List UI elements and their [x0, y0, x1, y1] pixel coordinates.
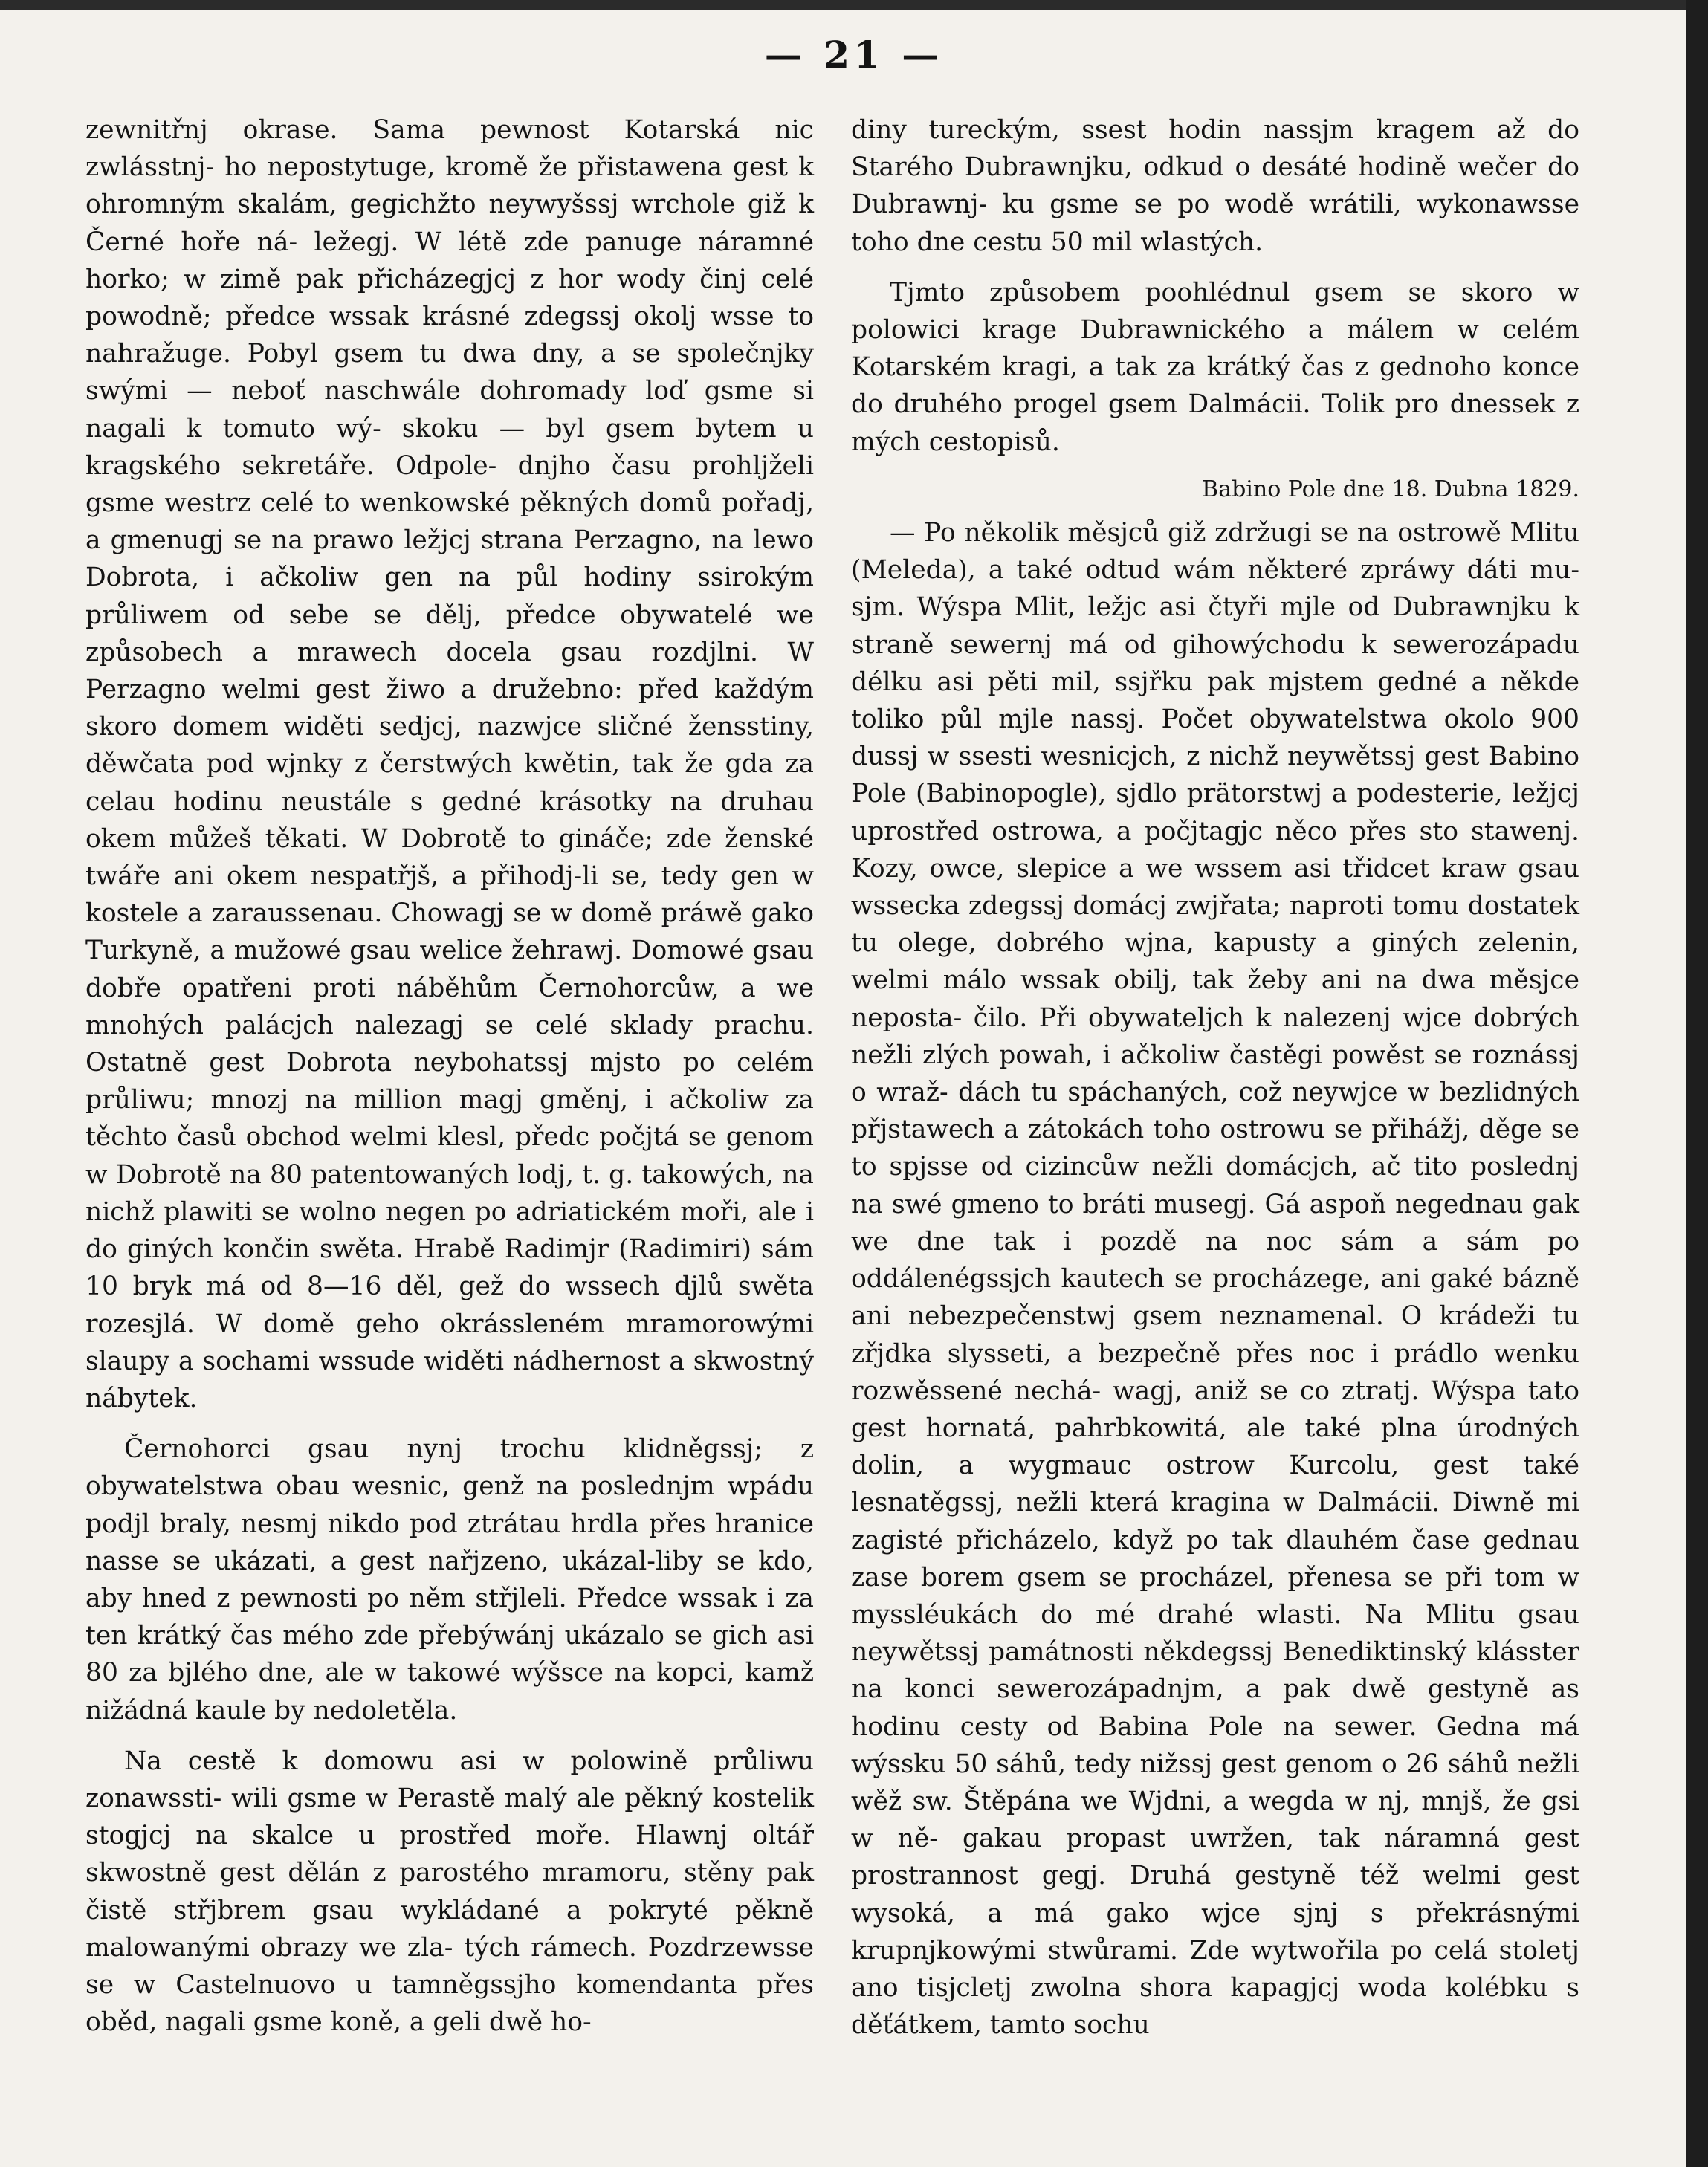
dateline: Babino Pole dne 18. Dubna 1829. [1202, 476, 1579, 502]
page-number: — 21 — [764, 33, 944, 77]
right-paragraph-1: diny tureckým, ssest hodin nassjm kragem až do Starého Dubrawnjku, odkud o desáté hodině wečer do Dubrawnj- ku gsme se po wodě wrátili, wykonawsse toho dne cestu 50 mil wlastých. [851, 115, 1579, 257]
right-column [851, 111, 1579, 2044]
left-paragraph-1: zewnitřnj okrase. Sama pewnost Kotarská nic zwlásstnj- ho nepostytuge, kromě že přistawena gest k ohromným skalám, gegichžto neywyšssj wrchole giž k Černé hoře ná- ležegj. W létě zde panuge náramné horko; w zimě pak přicházegjcj z hor wody činj celé powodně; předce wssak krásné zdegssj okolj wsse to nahražuge. Pobyl gsem tu dwa dny, a se společnjky swými — neboť naschwále dohromady loď gsme si nagali k tomuto wý- skoku — byl gsem bytem u kragského sekretáře. Odpole- dnjho času prohljželi gsme westrz celé to wenkowské pěkných domů pořadj, a gmenugj se na prawo ležjcj strana Perzagno, na lewo Dobrota, i ačkoliw gen na půl hodiny ssirokým průliwem od sebe se dělj, předce obywatelé we způsobech a mrawech docela gsau rozdjlni. W Perzagno welmi gest žiwo a družebno: před každým skoro domem widěti sedjcj, nazwjce sličné žensstiny, děwčata pod wjnky z čerstwých kwětin, tak že gda za celau hodinu neustále s gedné krásotky na druhau okem můžeš těkati. W Dobrotě to gináče; zde ženské twáře ani okem nespatřjš, a přihodj-li se, tedy gen w kostele a zaraussenau. Chowagj se w domě práwě gako Turkyně, a mužowé gsau welice žehrawj. Domowé gsau dobře opatřeni proti náběhům Černohorcůw, a we mnohých palácjch nalezagj se celé sklady prachu. Ostatně gest Dobrota neybohatssj mjsto po celém průliwu; mnozj na million magj gměnj, i ačkoliw za těchto časů obchod welmi klesl, předc počjtá se genom w Dobrotě na 80 patentowaných lodj, t. g. takowých, na nichž plawiti se wolno negen po adriatickém moři, ale i do giných končin swěta. Hrabě Radimjr (Radimiri) sám 10 bryk má od 8—16 děl, gež do wssech djlů swěta rozesjlá. W domě geho okrássleném mramorowými slaupy a sochami wssude widěti nádhernost a skwostný nábytek. [85, 115, 814, 1413]
scan-border-right [1686, 0, 1708, 2167]
right-paragraph-3: — Po několik měsjců giž zdržugi se na ostrowě Mlitu (Meleda), a také odtud wám některé zpráwy dáti mu- sjm. Wýspa Mlit, ležjc asi čtyři mjle od Dubrawnjku k straně sewernj má od gihowýchodu k sewerozápadu délku asi pěti mil, ssjřku pak mjstem gedné a někde toliko půl mjle nassj. Počet obywatelstwa okolo 900 dussj w ssesti wesnicjch, z nichž neywětssj gest Babino Pole (Babinopogle), sjdlo prätorstwj a podesterie, ležjcj uprostřed ostrowa, a počjtagjc něco přes sto stawenj. Kozy, owce, slepice a we wssem asi třidcet kraw gsau wssecka zdegssj domácj zwjřata; naproti tomu dostatek tu olege, dobrého wjna, kapusty a giných zelenin, welmi málo wssak obilj, tak žeby ani na dwa měsjce neposta- čilo. Při obywateljch k nalezenj wjce dobrých nežli zlých powah, i ačkoliw častěgi powěst se roznássj o wraž- dách tu spáchaných, což neywjce w bezlidných přjstawech a zátokách toho ostrowu se přihážj, děge se to spjsse od cizincůw nežli domácjch, ač tito poslednj na swé gmeno to bráti musegj. Gá aspoň negednau gak we dne tak i pozdě na noc sám a sám po oddálenégssjch kautech se procházege, ani gaké bázně ani nebezpečenstwj gsem neznamenal. O krádeži tu zřjdka slysseti, a bezpečně přes noc i prádlo wenku rozwěssené nechá- wagj, aniž se co ztratj. Wýspa tato gest hornatá, pahrbkowitá, ale také plna úrodných dolin, a wygmauc ostrow Kurcolu, gest také lesnatěgssj, nežli která kragina w Dalmácii. Diwně mi zagisté přicházelo, když po tak dlauhém čase gednau zase borem gsem se procházel, přenesa se při tom w myssléukách do mé drahé wlasti. Na Mlitu gsau neywětssj památnosti někdegssj Benediktinský klásster na konci sewerozápadnjm, a pak dwě gestyně as hodinu cesty od Babina Pole na sewer. Gedna má wýssku 50 sáhů, tedy nižssj gest genom o 26 sáhů nežli wěž sw. Štěpána we Wjdni, a wegda w nj, mnjš, že gsi w ně- gakau propast uwržen, tak náramná gest prostrannost gegj. Druhá gestyně též welmi gest wysoká, a má gako wjce sjnj s překrásnými krupnjkowými stwůrami. Zde wytwořila po celá stoletj ano tisjcletj zwolna shora kapagjcj woda kolébku s děťátkem, tamto sochu [851, 518, 1579, 2041]
left-column [85, 111, 814, 2041]
right-paragraph-2: Tjmto způsobem poohlédnul gsem se skoro w polowici krage Dubrawnického a málem w celém Kotarském kragi, a tak za krátký čas z gednoho konce do druhého progel gsem Dalmácii. Tolik pro dnessek z mých cestopisů. [851, 277, 1579, 457]
left-paragraph-2: Černohorci gsau nynj trochu klidněgssj; z obywatelstwa obau wesnic, genž na poslednjm wpádu podjl braly, nesmj nikdo pod ztrátau hrdla přes hranice nasse se ukázati, a gest nařjzeno, ukázal-liby se kdo, aby hned z pewnosti po něm střjleli. Předce wssak i za ten krátký čas mého zde přebýwánj ukázalo se gich asi 80 za bjlého dne, ale w takowé wýšsce na kopci, kamž nižádná kaule by nedoletěla. [85, 1434, 814, 1726]
scan-border-top [0, 0, 1708, 10]
left-paragraph-3: Na cestě k domowu asi w polowině průliwu zonawssti- wili gsme w Perastě malý ale pěkný kostelik stogjcj na skalce u prostřed moře. Hlawnj oltář skwostně gest dělán z parostého mramoru, stěny pak čistě střjbrem gsau wykládané a pokryté pěkně malowanými obrazy we zla- tých rámech. Pozdrzewsse se w Castelnuovo u tamněgssjho komendanta přes oběd, nagali gsme koně, a geli dwě ho- [85, 1746, 814, 2038]
